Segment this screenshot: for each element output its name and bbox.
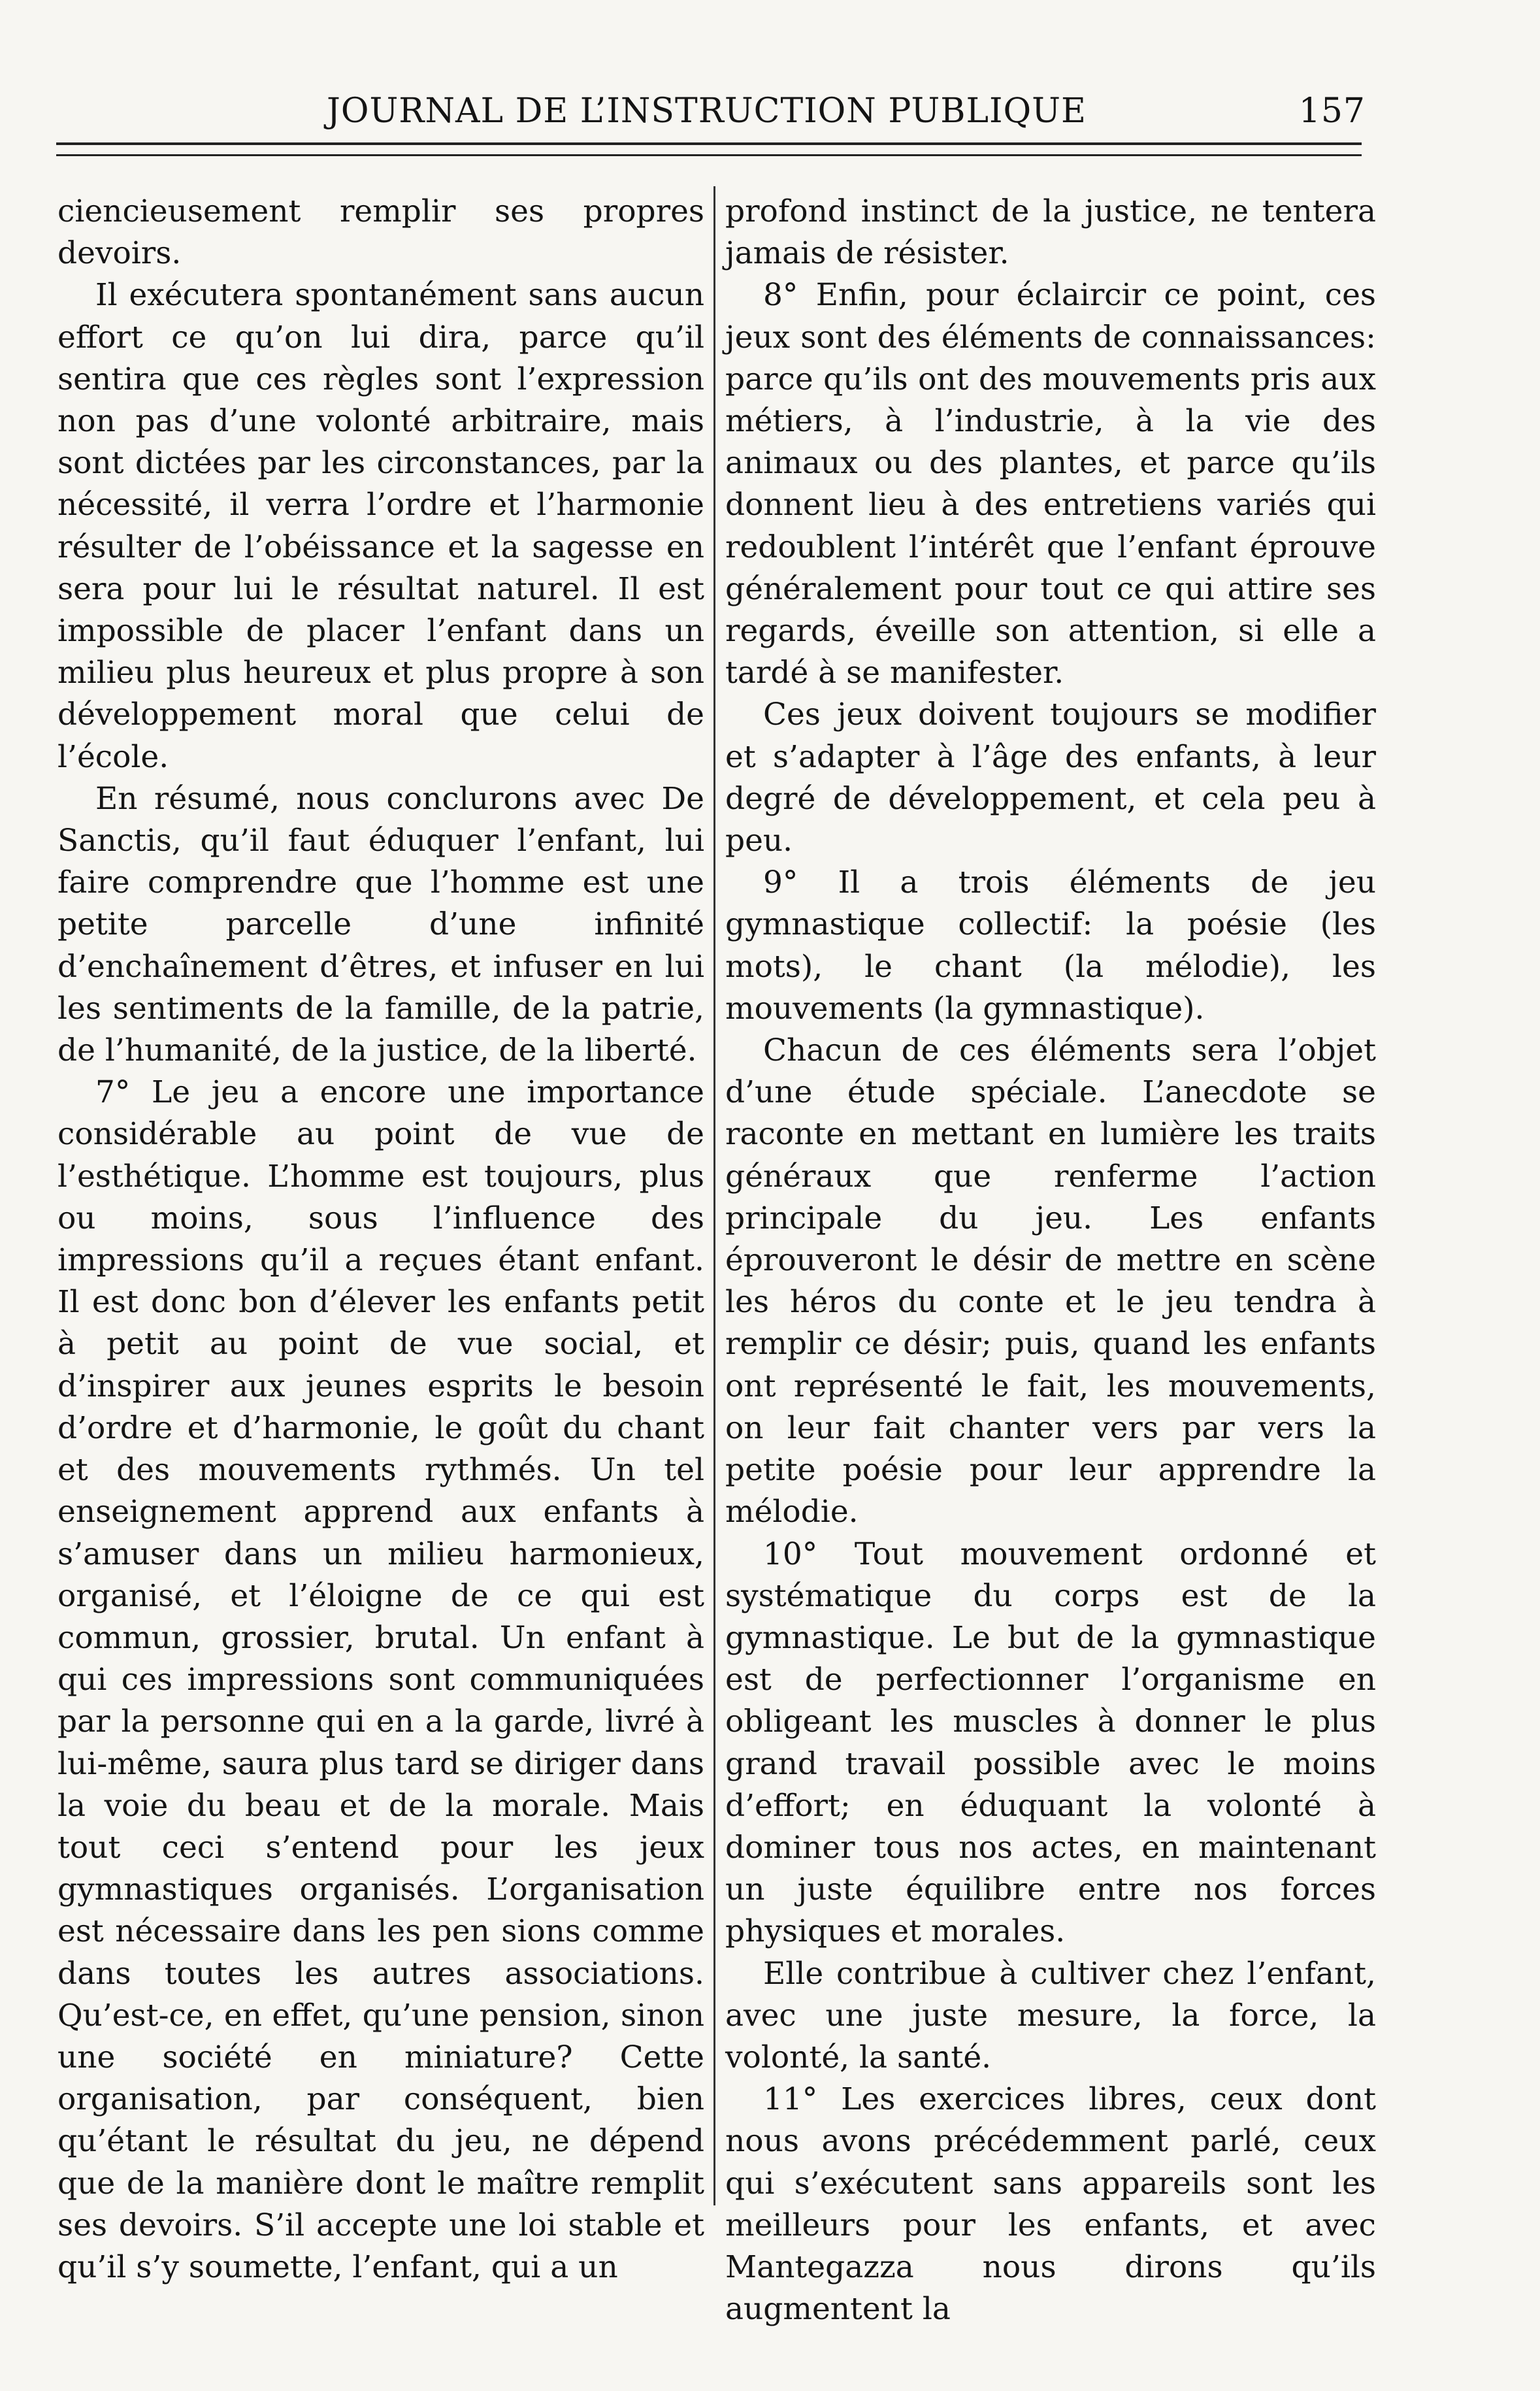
right-paragraph-7: Elle contribue à cultiver chez l’enfant, avec une juste mesure, la force, la volonté, la santé. xyxy=(725,1955,1376,2075)
right-paragraph-6: 10° Tout mouvement ordonné et systématique du corps est de la gymnastique. Le but de la gymnastique est de perfectionner l’organisme en obligeant les muscles à donner le plus grand travail possible avec le moins d’effort; en éduquant la volonté à dominer tous nos actes, en maintenant un juste équilibre entre nos forces physiques et morales. xyxy=(725,1536,1376,1950)
right-paragraph-2: 8° Enfin, pour éclaircir ce point, ces jeux sont des éléments de connaissances: parce qu’ils ont des mouvements pris aux métiers, à l’industrie, à la vie des animaux ou des plantes, et parce qu’ils donnent lieu à des entretiens variés qui redoublent l’intérêt que l’enfant éprouve généralement pour tout ce qui attire ses regards, éveille son attention, si elle a tardé à se manifester. xyxy=(725,277,1376,691)
right-paragraph-4: 9° Il a trois éléments de jeu gymnastique collectif: la poésie (les mots), le chant (la mélodie), les mouvements (la gymnastique). xyxy=(725,865,1376,1027)
right-paragraph-5: Chacun de ces éléments sera l’objet d’une étude spéciale. L’anecdote se raconte en mettant en lumière les traits généraux que renferme l’action principale du jeu. Les enfants éprouveront le désir de mettre en scène les héros du conte et le jeu tendra à remplir ce désir; puis, quand les enfants ont représenté le fait, les mouvements, on leur fait chanter vers par vers la petite poésie pour leur apprendre la mélodie. xyxy=(725,1032,1376,1530)
right-paragraph-1: profond instinct de la justice, ne tentera jamais de résister. xyxy=(725,193,1376,272)
left-paragraph-2: Il exécutera spontanément sans aucun effort ce qu’on lui dira, parce qu’il sentira que ces règles sont l’expression non pas d’une volonté arbitraire, mais sont dictées par les circonstances, par la nécessité, il verra l’ordre et l’harmonie résulter de l’obéissance et la sagesse en sera pour lui le résultat naturel. Il est impossible de placer l’enfant dans un milieu plus heureux et plus propre à son développement moral que celui de l’école. xyxy=(57,277,704,775)
right-column xyxy=(725,191,1376,2330)
column-divider xyxy=(713,186,715,2205)
left-paragraph-3: En résumé, nous conclurons avec De Sanctis, qu’il faut éduquer l’enfant, lui faire comprendre que l’homme est une petite parcelle d’une infinité d’enchaînement d’êtres, et infuser en lui les sentiments de la famille, de la patrie, de l’humanité, de la justice, de la liberté. xyxy=(57,780,704,1069)
header-rule-bottom xyxy=(56,154,1362,156)
journal-title: JOURNAL DE L’INSTRUCTION PUBLIQUE xyxy=(327,91,1087,131)
running-head xyxy=(52,84,1366,142)
page-number: 157 xyxy=(1298,91,1366,131)
right-paragraph-3: Ces jeux doivent toujours se modifier et s’adapter à l’âge des enfants, à leur degré de développement, et cela peu à peu. xyxy=(725,697,1376,859)
right-paragraph-8: 11° Les exercices libres, ceux dont nous avons précédemment parlé, ceux qui s’exécutent sans appareils sont les meilleurs pour les enfants, et avec Mantegazza nous dirons qu’ils augmentent la xyxy=(725,2081,1376,2328)
left-paragraph-1: ciencieusement remplir ses propres devoirs. xyxy=(57,193,704,272)
left-paragraph-4: 7° Le jeu a encore une importance considérable au point de vue de l’esthétique. L’homme est toujours, plus ou moins, sous l’influence des impressions qu’il a reçues étant enfant. Il est donc bon d’élever les enfants petit à petit au point de vue social, et d’inspirer aux jeunes esprits le besoin d’ordre et d’harmonie, le goût du chant et des mouvements rythmés. Un tel enseignement apprend aux enfants à s’amuser dans un milieu harmonieux, organisé, et l’éloigne de ce qui est commun, grossier, brutal. Un enfant à qui ces impressions sont communiquées par la personne qui en a la garde, livré à lui-même, saura plus tard se diriger dans la voie du beau et de la morale. Mais tout ceci s’entend pour les jeux gymnastiques organisés. L’organisation est nécessaire dans les pen sions comme dans toutes les autres associations. Qu’est-ce, en effet, qu’une pension, sinon une société en miniature? Cette organisation, par conséquent, bien qu’étant le résultat du jeu, ne dépend que de la manière dont le maître remplit ses devoirs. S’il accepte une loi stable et qu’il s’y soumette, l’enfant, qui a un xyxy=(57,1074,704,2285)
left-column xyxy=(57,191,704,2288)
header-rule-top xyxy=(56,142,1362,145)
